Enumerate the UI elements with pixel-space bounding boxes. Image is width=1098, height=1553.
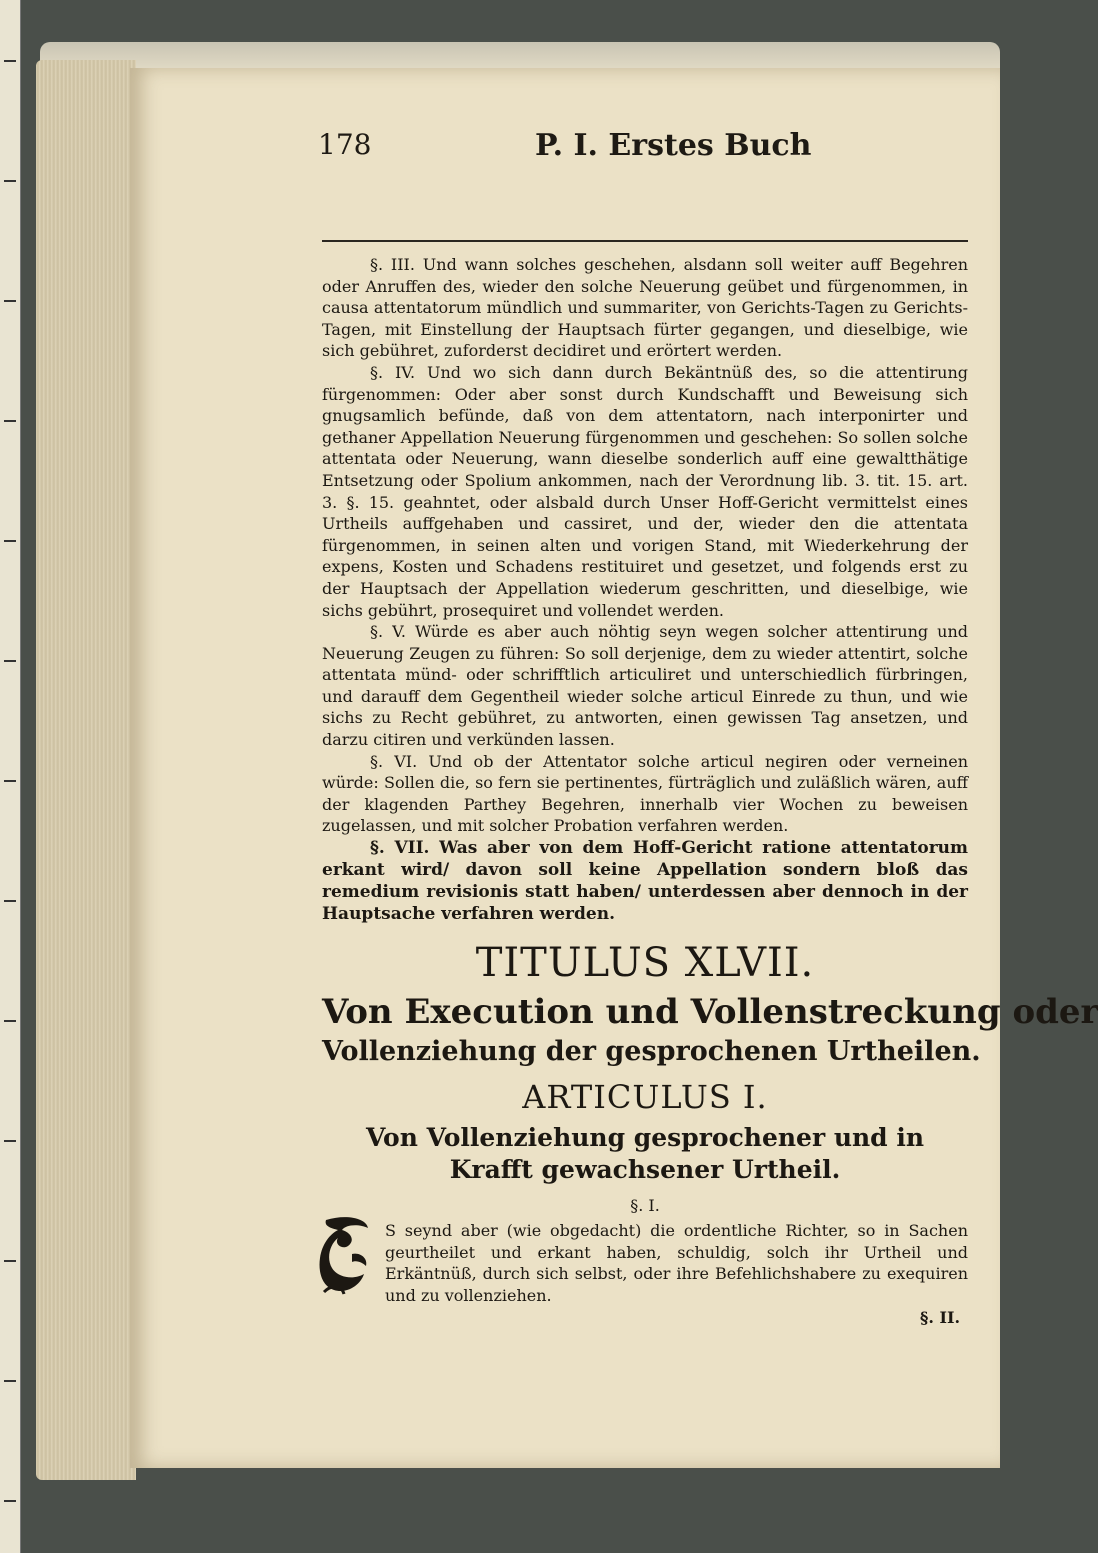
scan-ruler [0,0,21,1553]
section-paragraph-4: §. IV. Und wo sich dann durch Bekäntnüß des, so die attentirung fürgenommen: Oder aber sonst durch Kundschafft und Beweisung sich gnugsamlich befünde, daß von dem attentatorn, nach interponirter und gethaner Appellation Neuerung fürgenommen und geschehen: So sollen solche attentata oder Neuerung, wann dieselbe sonderlich auff eine gewaltthätige Entsetzung oder Spolium ankommen, nach der Verordnung lib. 3. tit. 15. art. 3. §. 15. geahntet, oder alsbald durch Unser Hoff-Gericht vermittelst eines Urtheils auffgehaben und cassiret, und der, wieder den die attentata fürgenommen, in seinen alten und vorigen Stand, mit Wiederkehrung der expens, Kosten und Schadens restituiret und gesetzet, und folgends erst zu der Hauptsach der Appellation wiederum geschritten, und dieselbige, wie sichs gebührt, prosequiret und vollendet werden. [322,362,968,620]
title-line-2: Vollenziehung der gesprochenen Urtheilen. [322,1036,981,1067]
catchword: §. II. [920,1308,961,1327]
header-rule [322,240,968,242]
page-number: 178 [318,128,372,161]
section-paragraph-3: §. III. Und wann solches geschehen, alsdann soll weiter auff Begehren oder Anruffen des, wieder den solche Neuerung geübet und fürgenommen, in causa attentatorum mündlich und summariter, von Gerichts-Tagen zu Gerichts-Tagen, mit Einstellung der Hauptsach fürter gegangen, und dieselbige, wie sich gebühret, zuforderst decidiret und erörtert werden. [322,255,968,361]
drop-cap-ornament [316,1214,374,1298]
final-paragraph: S seynd aber (wie obgedacht) die ordentliche Richter, so in Sachen geurtheilet und erkant haben, schuldig, solch ihr Urtheil und Erkäntnüß, durch sich selbst, oder ihre Befehlichshabere zu exequiren und zu vollenziehen. [385,1221,968,1305]
section-paragraph-5: §. V. Würde es aber auch nöhtig seyn wegen solcher attentirung und Neuerung Zeugen zu führen: So soll derjenige, dem zu wieder attentirt, solche attentata münd- oder schrifftlich articuliret und unterschiedlich fürbringen, und darauff dem Gegentheil wieder solche articul Einrede zu thun, und wie sichs zu Recht gebühret, zu antworten, einen gewissen Tag ansetzen, und darzu citiren und verkünden lassen. [322,622,968,750]
section-list [322,254,968,925]
title-line-1: Von Execution und Vollenstreckung oder [322,992,1098,1032]
titulus-heading: TITULUS XLVII. [475,940,815,986]
page-header [190,128,812,168]
section-mark: §. I. [630,1196,660,1215]
book-page-edges [36,60,136,1480]
articulus-heading: ARTICULUS I. [522,1078,768,1116]
running-head: P. I. Erstes Buch [535,128,812,163]
section-paragraph-7: §. VII. Was aber von dem Hoff-Gericht ratione attentatorum erkant wird/ davon soll keine Appellation sondern bloß das remedium revisionis statt haben/ unterdessen aber dennoch in der Hauptsache verfahren werden. [322,838,968,925]
articulus-title: Von Vollenziehung gesprochener und in Krafft gewachsener Urtheil. [365,1123,925,1184]
section-paragraph-6: §. VI. Und ob der Attentator solche articul negiren oder verneinen würde: Sollen die, so fern sie pertinentes, fürträglich und zuläßlich wären, auff der klagenden Parthey Begehren, innerhalb vier Wochen zu beweisen zugelassen, und mit solcher Probation verfahren werden. [322,751,968,836]
